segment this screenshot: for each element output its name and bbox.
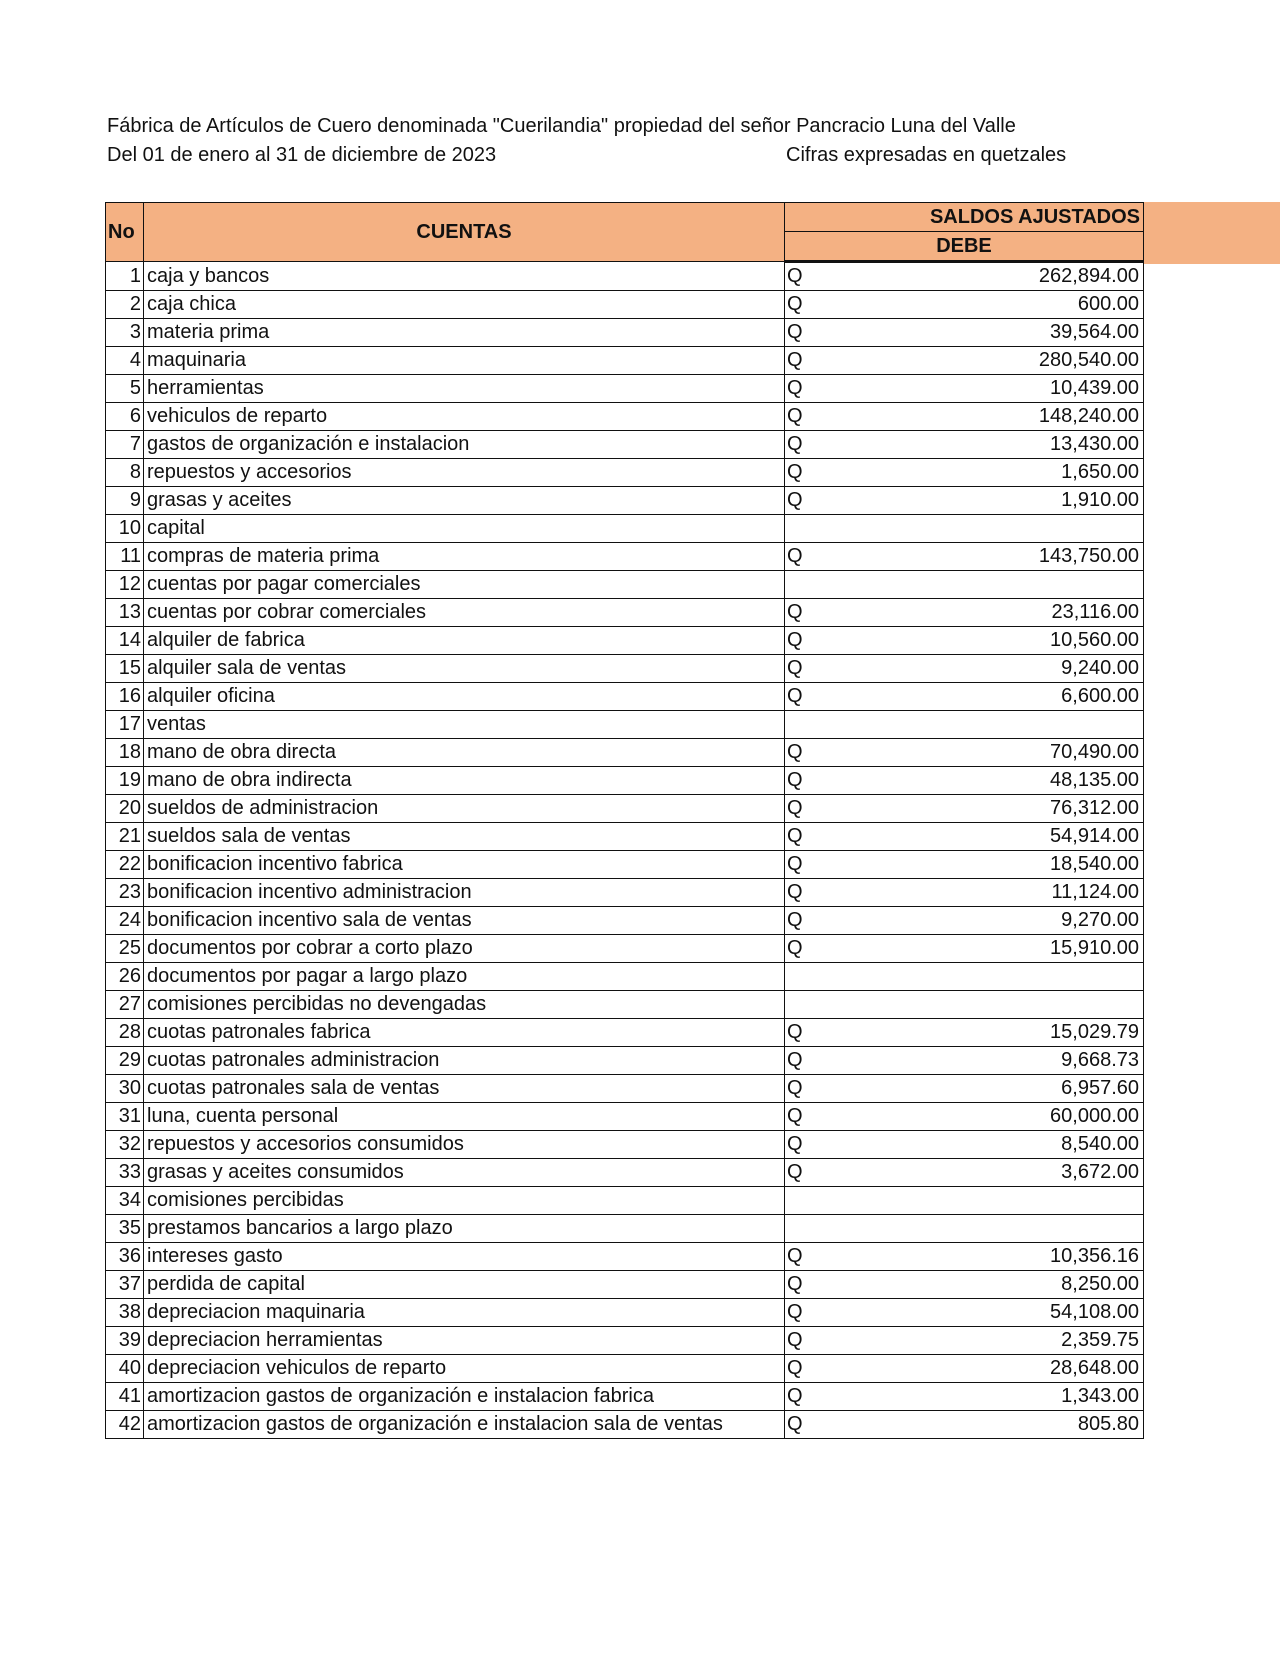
account-name: documentos por cobrar a corto plazo (144, 935, 785, 963)
table-row (106, 375, 1144, 403)
currency-symbol: Q (785, 851, 809, 879)
table-row (106, 935, 1144, 963)
table-row (106, 1383, 1144, 1411)
table-row (106, 599, 1144, 627)
row-number: 28 (106, 1019, 144, 1047)
table-row (106, 1299, 1144, 1327)
row-number: 41 (106, 1383, 144, 1411)
row-number: 27 (106, 991, 144, 1019)
debe-amount: 805.80 (809, 1411, 1144, 1439)
debe-amount (809, 571, 1144, 599)
currency-symbol: Q (785, 1327, 809, 1355)
row-number: 30 (106, 1075, 144, 1103)
row-number: 13 (106, 599, 144, 627)
currency-symbol: Q (785, 767, 809, 795)
row-number: 18 (106, 739, 144, 767)
report-title: Fábrica de Artículos de Cuero denominada "Cuerilandia" propiedad del señor Pancracio Luna del Valle (107, 115, 1016, 137)
currency-symbol: Q (785, 599, 809, 627)
debe-amount: 280,540.00 (809, 347, 1144, 375)
account-name: cuotas patronales fabrica (144, 1019, 785, 1047)
table-row (106, 655, 1144, 683)
debe-amount: 9,668.73 (809, 1047, 1144, 1075)
account-name: documentos por pagar a largo plazo (144, 963, 785, 991)
table-row (106, 1271, 1144, 1299)
table-row (106, 1215, 1144, 1243)
account-name: alquiler de fabrica (144, 627, 785, 655)
debe-amount: 60,000.00 (809, 1103, 1144, 1131)
currency-symbol: Q (785, 1131, 809, 1159)
row-number: 22 (106, 851, 144, 879)
account-name: depreciacion vehiculos de reparto (144, 1355, 785, 1383)
account-name: amortizacion gastos de organización e instalacion fabrica (144, 1383, 785, 1411)
row-number: 33 (106, 1159, 144, 1187)
currency-symbol: Q (785, 627, 809, 655)
currency-symbol (785, 571, 809, 599)
currency-symbol: Q (785, 935, 809, 963)
table-row (106, 1187, 1144, 1215)
row-number: 26 (106, 963, 144, 991)
row-number: 7 (106, 431, 144, 459)
table-row (106, 991, 1144, 1019)
debe-amount: 70,490.00 (809, 739, 1144, 767)
debe-amount: 148,240.00 (809, 403, 1144, 431)
currency-symbol: Q (785, 1355, 809, 1383)
row-number: 31 (106, 1103, 144, 1131)
row-number: 11 (106, 543, 144, 571)
row-number: 39 (106, 1327, 144, 1355)
currency-note: Cifras expresadas en quetzales (786, 144, 1067, 166)
table-row (106, 459, 1144, 487)
row-number: 24 (106, 907, 144, 935)
currency-symbol (785, 963, 809, 991)
table-row (106, 1131, 1144, 1159)
currency-symbol (785, 711, 809, 739)
currency-symbol: Q (785, 739, 809, 767)
debe-amount (809, 991, 1144, 1019)
table-row (106, 711, 1144, 739)
currency-symbol (785, 515, 809, 543)
debe-amount: 262,894.00 (809, 262, 1144, 291)
table-row (106, 1047, 1144, 1075)
account-name: grasas y aceites (144, 487, 785, 515)
debe-amount (809, 1215, 1144, 1243)
debe-amount (809, 1187, 1144, 1215)
row-number: 17 (106, 711, 144, 739)
debe-amount: 1,650.00 (809, 459, 1144, 487)
row-number: 34 (106, 1187, 144, 1215)
currency-symbol: Q (785, 543, 809, 571)
table-row (106, 963, 1144, 991)
currency-symbol: Q (785, 1047, 809, 1075)
debe-amount (809, 711, 1144, 739)
table-row (106, 431, 1144, 459)
account-name: intereses gasto (144, 1243, 785, 1271)
row-number: 19 (106, 767, 144, 795)
currency-symbol: Q (785, 655, 809, 683)
account-name: depreciacion herramientas (144, 1327, 785, 1355)
table-row (106, 1411, 1144, 1439)
table-row (106, 319, 1144, 347)
row-number: 1 (106, 262, 144, 291)
table-row (106, 291, 1144, 319)
account-name: bonificacion incentivo sala de ventas (144, 907, 785, 935)
row-number: 9 (106, 487, 144, 515)
account-name: vehiculos de reparto (144, 403, 785, 431)
column-header-debe: DEBE (785, 232, 1144, 262)
row-number: 10 (106, 515, 144, 543)
table-row (106, 795, 1144, 823)
debe-amount: 54,108.00 (809, 1299, 1144, 1327)
currency-symbol (785, 1215, 809, 1243)
currency-symbol: Q (785, 262, 809, 291)
debe-amount: 18,540.00 (809, 851, 1144, 879)
debe-amount: 10,356.16 (809, 1243, 1144, 1271)
table-row (106, 487, 1144, 515)
account-name: sueldos de administracion (144, 795, 785, 823)
currency-symbol: Q (785, 375, 809, 403)
row-number: 32 (106, 1131, 144, 1159)
table-row (106, 1103, 1144, 1131)
account-name: capital (144, 515, 785, 543)
table-row (106, 543, 1144, 571)
currency-symbol: Q (785, 1243, 809, 1271)
table-row (106, 1243, 1144, 1271)
row-number: 29 (106, 1047, 144, 1075)
account-name: repuestos y accesorios consumidos (144, 1131, 785, 1159)
debe-amount: 3,672.00 (809, 1159, 1144, 1187)
debe-amount: 10,560.00 (809, 627, 1144, 655)
adjusted-balances-table (105, 202, 1144, 1439)
table-row (106, 907, 1144, 935)
table-row (106, 1075, 1144, 1103)
row-number: 8 (106, 459, 144, 487)
debe-amount: 8,250.00 (809, 1271, 1144, 1299)
account-name: cuentas por pagar comerciales (144, 571, 785, 599)
account-name: perdida de capital (144, 1271, 785, 1299)
debe-amount: 2,359.75 (809, 1327, 1144, 1355)
account-name: luna, cuenta personal (144, 1103, 785, 1131)
account-name: depreciacion maquinaria (144, 1299, 785, 1327)
debe-amount: 8,540.00 (809, 1131, 1144, 1159)
account-name: cuotas patronales administracion (144, 1047, 785, 1075)
currency-symbol (785, 1187, 809, 1215)
row-number: 6 (106, 403, 144, 431)
currency-symbol: Q (785, 683, 809, 711)
currency-symbol: Q (785, 403, 809, 431)
account-name: caja y bancos (144, 262, 785, 291)
debe-amount: 54,914.00 (809, 823, 1144, 851)
row-number: 3 (106, 319, 144, 347)
debe-amount: 11,124.00 (809, 879, 1144, 907)
column-group-saldos-ajustados: SALDOS AJUSTADOS (785, 203, 1144, 232)
debe-amount: 15,029.79 (809, 1019, 1144, 1047)
debe-amount: 6,957.60 (809, 1075, 1144, 1103)
debe-amount: 28,648.00 (809, 1355, 1144, 1383)
account-name: maquinaria (144, 347, 785, 375)
currency-symbol: Q (785, 823, 809, 851)
currency-symbol (785, 991, 809, 1019)
currency-symbol: Q (785, 459, 809, 487)
account-name: comisiones percibidas no devengadas (144, 991, 785, 1019)
currency-symbol: Q (785, 1411, 809, 1439)
account-name: grasas y aceites consumidos (144, 1159, 785, 1187)
debe-amount: 15,910.00 (809, 935, 1144, 963)
currency-symbol: Q (785, 795, 809, 823)
account-name: alquiler oficina (144, 683, 785, 711)
debe-amount: 600.00 (809, 291, 1144, 319)
row-number: 40 (106, 1355, 144, 1383)
debe-amount: 1,343.00 (809, 1383, 1144, 1411)
account-name: mano de obra directa (144, 739, 785, 767)
account-name: herramientas (144, 375, 785, 403)
debe-amount (809, 515, 1144, 543)
row-number: 42 (106, 1411, 144, 1439)
row-number: 14 (106, 627, 144, 655)
account-name: prestamos bancarios a largo plazo (144, 1215, 785, 1243)
row-number: 2 (106, 291, 144, 319)
table-row (106, 403, 1144, 431)
currency-symbol: Q (785, 1103, 809, 1131)
currency-symbol: Q (785, 1383, 809, 1411)
debe-amount: 9,240.00 (809, 655, 1144, 683)
debe-amount: 76,312.00 (809, 795, 1144, 823)
row-number: 15 (106, 655, 144, 683)
account-name: repuestos y accesorios (144, 459, 785, 487)
account-name: materia prima (144, 319, 785, 347)
currency-symbol: Q (785, 1299, 809, 1327)
debe-amount: 143,750.00 (809, 543, 1144, 571)
account-name: cuotas patronales sala de ventas (144, 1075, 785, 1103)
account-name: comisiones percibidas (144, 1187, 785, 1215)
header-overflow-band (1143, 202, 1280, 264)
row-number: 38 (106, 1299, 144, 1327)
account-name: compras de materia prima (144, 543, 785, 571)
row-number: 21 (106, 823, 144, 851)
account-name: bonificacion incentivo fabrica (144, 851, 785, 879)
table-row (106, 627, 1144, 655)
table-row (106, 1327, 1144, 1355)
currency-symbol: Q (785, 319, 809, 347)
table-row (106, 683, 1144, 711)
row-number: 4 (106, 347, 144, 375)
debe-amount: 48,135.00 (809, 767, 1144, 795)
table-row (106, 1355, 1144, 1383)
table-row (106, 262, 1144, 291)
table-row (106, 515, 1144, 543)
table-row (106, 1019, 1144, 1047)
debe-amount (809, 963, 1144, 991)
debe-amount: 13,430.00 (809, 431, 1144, 459)
column-header-no: No (106, 203, 144, 262)
row-number: 36 (106, 1243, 144, 1271)
account-name: amortizacion gastos de organización e instalacion sala de ventas (144, 1411, 785, 1439)
debe-amount: 6,600.00 (809, 683, 1144, 711)
row-number: 35 (106, 1215, 144, 1243)
account-name: bonificacion incentivo administracion (144, 879, 785, 907)
row-number: 16 (106, 683, 144, 711)
table-row (106, 347, 1144, 375)
currency-symbol: Q (785, 487, 809, 515)
debe-amount: 39,564.00 (809, 319, 1144, 347)
row-number: 5 (106, 375, 144, 403)
currency-symbol: Q (785, 1271, 809, 1299)
currency-symbol: Q (785, 291, 809, 319)
currency-symbol: Q (785, 879, 809, 907)
table-row (106, 739, 1144, 767)
table-row (106, 571, 1144, 599)
debe-amount: 9,270.00 (809, 907, 1144, 935)
debe-amount: 23,116.00 (809, 599, 1144, 627)
row-number: 25 (106, 935, 144, 963)
row-number: 23 (106, 879, 144, 907)
currency-symbol: Q (785, 1075, 809, 1103)
row-number: 37 (106, 1271, 144, 1299)
account-name: alquiler sala de ventas (144, 655, 785, 683)
table-row (106, 823, 1144, 851)
table-row (106, 767, 1144, 795)
account-name: mano de obra indirecta (144, 767, 785, 795)
table-row (106, 851, 1144, 879)
table-row (106, 1159, 1144, 1187)
account-name: sueldos sala de ventas (144, 823, 785, 851)
currency-symbol: Q (785, 1159, 809, 1187)
report-period: Del 01 de enero al 31 de diciembre de 2023 (107, 144, 497, 166)
debe-amount: 10,439.00 (809, 375, 1144, 403)
account-name: gastos de organización e instalacion (144, 431, 785, 459)
table-row (106, 879, 1144, 907)
currency-symbol: Q (785, 431, 809, 459)
account-name: caja chica (144, 291, 785, 319)
row-number: 20 (106, 795, 144, 823)
currency-symbol: Q (785, 1019, 809, 1047)
currency-symbol: Q (785, 907, 809, 935)
row-number: 12 (106, 571, 144, 599)
debe-amount: 1,910.00 (809, 487, 1144, 515)
account-name: cuentas por cobrar comerciales (144, 599, 785, 627)
column-header-cuentas: CUENTAS (144, 203, 785, 262)
currency-symbol: Q (785, 347, 809, 375)
account-name: ventas (144, 711, 785, 739)
